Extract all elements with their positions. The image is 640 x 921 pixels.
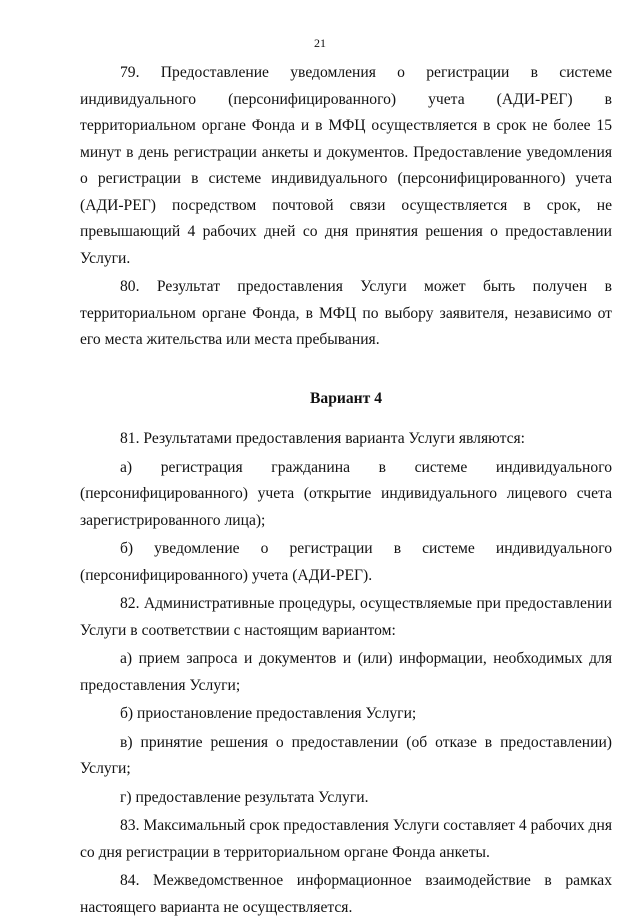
document-body bbox=[80, 60, 612, 921]
paragraph-82: 82. Административные процедуры, осуществляемые при предоставлении Услуги в соответствии с настоящим вариантом: bbox=[80, 595, 612, 639]
paragraph-84: 84. Межведомственное информационное взаимодействие в рамках настоящего варианта не осуществляется. bbox=[80, 872, 612, 916]
list-item-81a: а) регистрация гражданина в системе индивидуального (персонифицированного) учета (открытие индивидуального лицевого счета зарегистрированного лица); bbox=[80, 458, 612, 529]
list-item-82d: г) предоставление результата Услуги. bbox=[120, 788, 369, 806]
list-item-82b: б) приостановление предоставления Услуги; bbox=[120, 705, 417, 722]
paragraph-80: 80. Результат предоставления Услуги может быть получен в территориальном органе Фонда, в МФЦ по выбору заявителя, независимо от его места жительства или места пребывания. bbox=[80, 278, 612, 348]
paragraph-81: 81. Результатами предоставления варианта Услуги являются: bbox=[120, 430, 525, 447]
list-item-82c: в) принятие решения о предоставлении (об отказе в предоставлении) Услуги; bbox=[80, 733, 612, 777]
paragraph-83: 83. Максимальный срок предоставления Услуги составляет 4 рабочих дня со дня регистрации в территориальном органе Фонда анкеты. bbox=[80, 817, 612, 861]
list-item-82a: а) прием запроса и документов и (или) информации, необходимых для предоставления Услуги; bbox=[80, 650, 612, 694]
list-item-81b: б) уведомление о регистрации в системе индивидуального (персонифицированного) учета (АДИ-РЕГ). bbox=[80, 540, 612, 584]
section-heading: Вариант 4 bbox=[310, 389, 382, 407]
page-number: 21 bbox=[314, 36, 326, 50]
paragraph-79: 79. Предоставление уведомления о регистрации в системе индивидуального (персонифицированного) учета (АДИ-РЕГ) в территориальном органе Фонда и в МФЦ осуществляется в срок не более 15 минут в день регистрации анкеты и документов. Предоставление уведомления о регистрации в системе индивидуального (персонифицированного) учета (АДИ-РЕГ) посредством почтовой связи осуществляется в срок, не превышающий 4 рабочих дней со дня принятия решения о предоставлении Услуги. bbox=[80, 64, 612, 267]
